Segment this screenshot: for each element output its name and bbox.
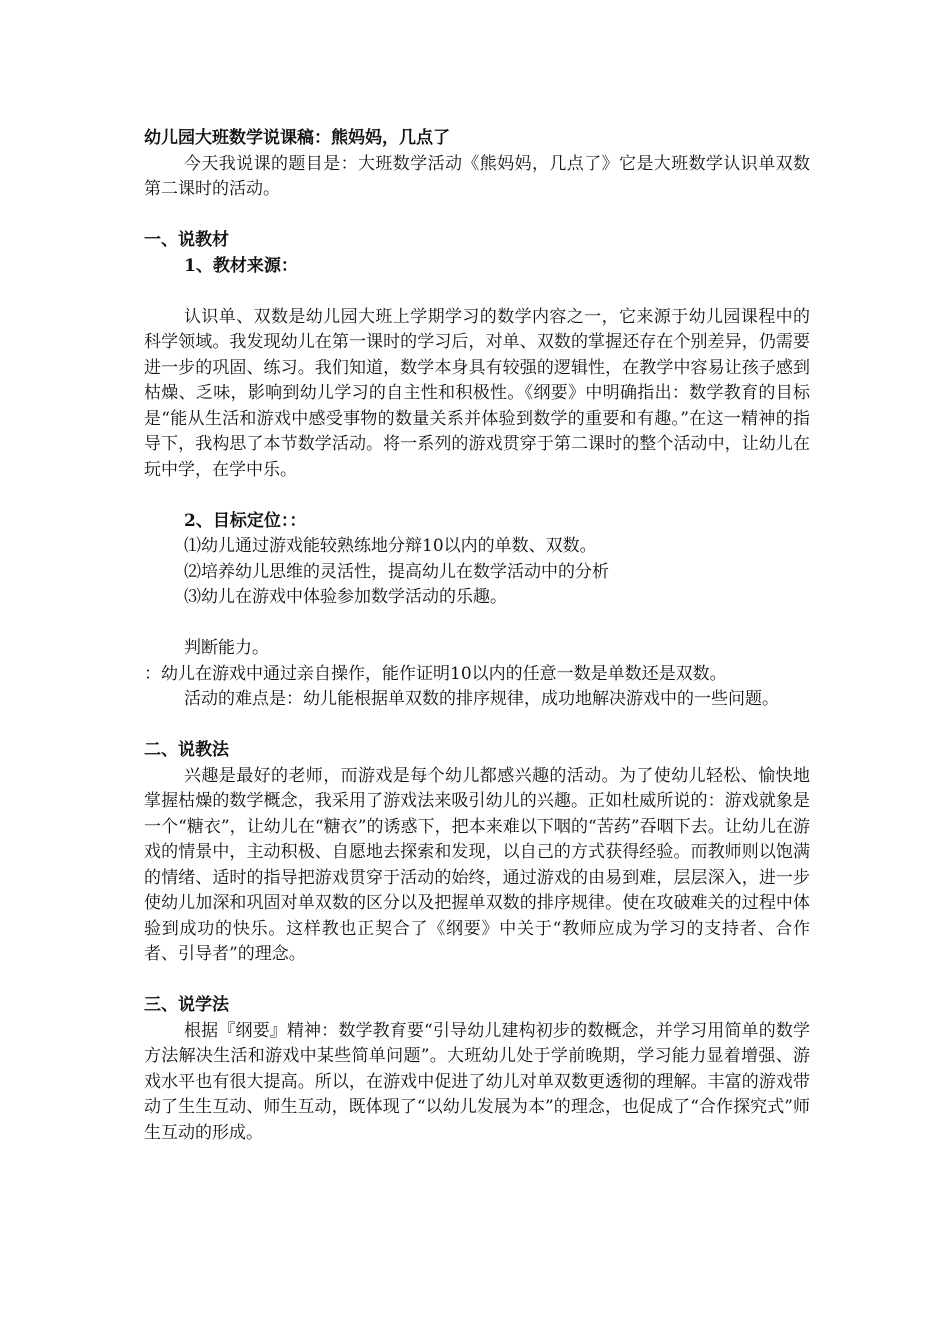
goal-tail-text: 判断能力。 xyxy=(184,638,269,658)
difficulty-paragraph: 活动的难点是：幼儿能根据单双数的排序规律，成功地解决游戏中的一些问题。 xyxy=(184,689,779,709)
document-title: 幼儿园大班数学说课稿：熊妈妈，几点了 xyxy=(144,128,450,148)
subheading-material-source: 1、教材来源： xyxy=(184,255,298,276)
section-heading-teaching-method: 二、说教法 xyxy=(144,740,229,760)
document-body xyxy=(144,126,810,1146)
teaching-method-paragraph: 兴趣是最好的老师，而游戏是每个幼儿都感兴趣的活动。为了使幼儿轻松、愉快地掌握枯燥的数学概念，我采用了游戏法来吸引幼儿的兴趣。正如杜威所说的：游戏就象是一个“糖衣”，让幼儿在“糖衣”的诱惑下，把本来难以下咽的“苦药”吞咽下去。让幼儿在游戏的情景中，主动积极、自愿地去探索和发现，以自己的方式获得经验。而教师则以饱满的情绪、适时的指导把游戏贯穿于活动的始终，通过游戏的由易到难，层层深入，进一步使幼儿加深和巩固对单双数的区分以及把握单双数的排序规律。使在攻破难关的过程中体验到成功的快乐。这样教也正契合了《纲要》中关于“教师应成为学习的支持者、合作者、引导者”的理念。 xyxy=(144,765,810,964)
subheading-goals: 2、目标定位：： xyxy=(184,510,307,531)
learning-method-paragraph: 根据『纲要』精神：数学教育要“引导幼儿建构初步的数概念，并学习用简单的数学方法解决生活和游戏中某些简单问题”。大班幼儿处于学前晚期，学习能力显着增强、游戏水平也有很大提高。所以，在游戏中促进了幼儿对单双数更透彻的理解。丰富的游戏带动了生生互动、师生互动，既体现了“以幼儿发展为本”的理念，也促成了“合作探究式”师生互动的形成。 xyxy=(144,1020,810,1143)
material-source-paragraph: 认识单、双数是幼儿园大班上学期学习的数学内容之一，它来源于幼儿园课程中的科学领域。我发现幼儿在第一课时的学习后，对单、双数的掌握还存在个别差异，仍需要进一步的巩固、练习。我们知道，数学本身具有较强的逻辑性，在教学中容易让孩子感到枯燥、乏味，影响到幼儿学习的自主性和积极性。《纲要》中明确指出：数学教育的目标是“能从生活和游戏中感受事物的数量关系并体验到数学的重要和有趣。”在这一精神的指导下，我构思了本节数学活动。将一系列的游戏贯穿于第二课时的整个活动中，让幼儿在玩中学，在学中乐。 xyxy=(144,306,810,480)
goal-item: ⑵培养幼儿思维的灵活性，提高幼儿在数学活动中的分析 xyxy=(184,561,609,582)
goal-item: ⑴幼儿通过游戏能较熟练地分辩10以内的单数、双数。 xyxy=(184,536,597,556)
section-heading-learning-method: 三、说学法 xyxy=(144,995,229,1015)
intro-paragraph: 今天我说课的题目是：大班数学活动《熊妈妈，几点了》它是大班数学认识单双数第二课时的活动。 xyxy=(144,153,810,199)
key-point-paragraph: ：幼儿在游戏中通过亲自操作，能作证明10以内的任意一数是单数还是双数。 xyxy=(144,663,727,684)
goal-item: ⑶幼儿在游戏中体验参加数学活动的乐趣。 xyxy=(184,587,507,607)
section-heading-materials: 一、说教材 xyxy=(144,230,229,250)
